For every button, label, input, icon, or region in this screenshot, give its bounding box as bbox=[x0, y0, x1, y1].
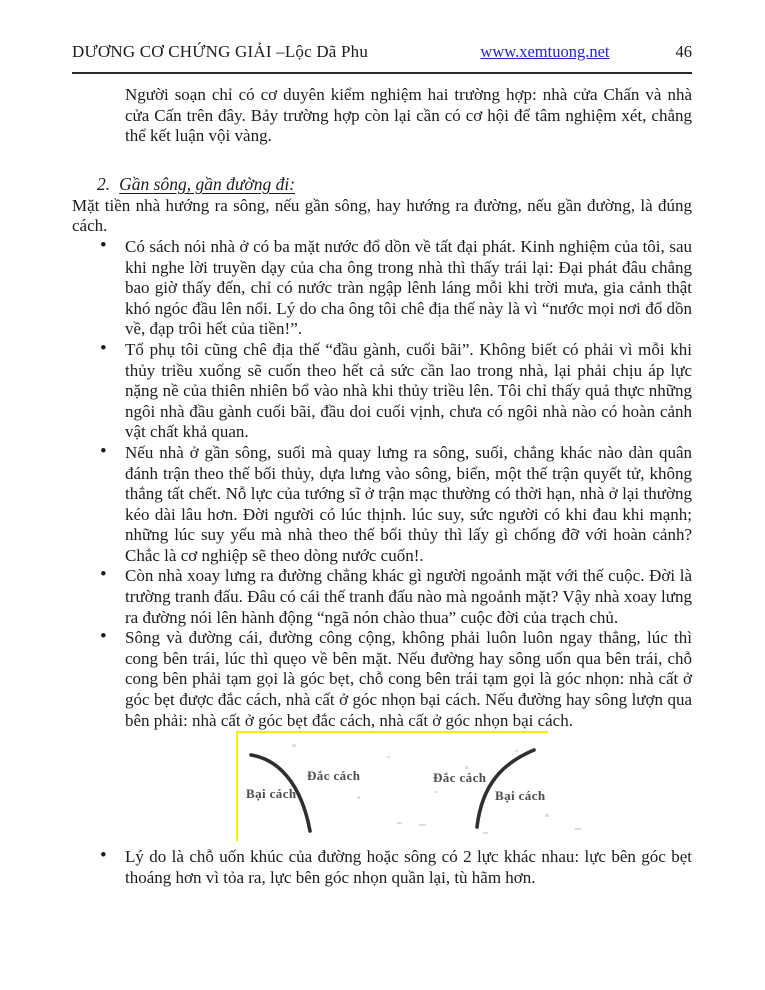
intro-paragraph: Người soạn chỉ có cơ duyên kiểm nghiệm hai trường hợp: nhà cửa Chấn và nhà cửa Cấn trên đây. Bảy trường hợp còn lại cần có cơ hội để tâm nghiệm xét, chẳng thể kết luận vội vàng. bbox=[125, 85, 692, 146]
page-number: 46 bbox=[675, 42, 692, 61]
bullet-item bbox=[72, 566, 692, 628]
label-bai-cach-left: Bại cách bbox=[246, 786, 297, 802]
page-header bbox=[72, 0, 692, 62]
bullet-text: Còn nhà xoay lưng ra đường chẳng khác gì người ngoảnh mặt với thế cuộc. Đời là trường tranh đấu. Đâu có cái thế tranh đấu nào mà ngoảnh mặt? Vậy nhà xoay lưng ra đường nói lên hành động “ngã nón chào thua” cuộc đời của trạch chủ. bbox=[125, 566, 692, 627]
figure-canvas bbox=[237, 736, 593, 840]
highlight-vertical-line bbox=[236, 731, 238, 841]
section-heading bbox=[97, 174, 692, 195]
website-link[interactable]: www.xemtuong.net bbox=[480, 42, 610, 61]
bullet-text: Có sách nói nhà ở có ba mặt nước đổ dồn về tất đại phát. Kinh nghiệm của tôi, sau khi nghe lời truyền dạy của cha ông trong nhà thì thấy trái lại: Đại phát đâu chẳng bao giờ thấy đến, chỉ có nước tràn ngập lênh láng mỗi khi trời mưa, gia cảnh thật khó ngóc đầu lên nổi. Lý do cha ông tôi chê địa thế này là vì “nước mọi nơi đổ dồn về, đạp trôi hết của tiền!”. bbox=[125, 236, 692, 339]
road-bend-figure bbox=[237, 736, 593, 840]
label-dac-cach-right: Đắc cách bbox=[433, 770, 487, 786]
bullet-text: Sông và đường cái, đường công cộng, không phải luôn luôn ngay thẳng, lúc thì cong bên trái, lúc thì quẹo về bên mặt. Nếu đường hay sông uốn qua bên trái, chỗ cong bên phải tạm gọi là góc bẹt, chỗ cong bên trái tạm gọi là góc nhọn: nhà cất ở góc bẹt được đắc cách, nhà cất ở góc nhọn bại cách. Nếu đường hay sông lượn qua bên phải: nhà cất ở góc bẹt đắc cách, nhà cất ở góc nhọn bại cách. bbox=[125, 628, 692, 730]
book-title: DƯƠNG CƠ CHỨNG GIẢI –Lộc Dã Phu bbox=[72, 42, 369, 61]
bullet-item bbox=[72, 847, 692, 888]
bullet-text: Lý do là chỗ uốn khúc của đường hoặc sông có 2 lực khác nhau: lực bên góc bẹt thoáng hơn vì tỏa ra, lực bên góc nhọn quần lại, tù hãm hơn. bbox=[125, 847, 692, 887]
bullet-item bbox=[72, 340, 692, 443]
section-number: 2. bbox=[97, 173, 111, 194]
bullet-item bbox=[72, 443, 692, 567]
lead-paragraph: Mặt tiền nhà hướng ra sông, nếu gần sông, hay hướng ra đường, nếu gần đường, là đúng cách. bbox=[72, 195, 692, 236]
label-dac-cach-left: Đắc cách bbox=[307, 768, 361, 784]
bullet-text: Nếu nhà ở gần sông, suối mà quay lưng ra sông, suối, chẳng khác nào dàn quân đánh trận theo thế bối thủy, dựa lưng vào sông, biển, một thế trận quyết tử, không thắng tất chết. Nỗ lực của tướng sĩ ở trận mạc thường có thời hạn, nhà ở lại thường kéo dài lâu hơn. Đời người có lúc thịnh. lúc suy, sức người có khi đau khi mạnh; những lúc suy yếu mà nhà theo thế bối thủy thì lấy gì chống đỡ với hoàn cảnh? Chắc là cơ nghiệp sẽ theo dòng nước cuốn!. bbox=[125, 442, 692, 565]
bullet-list bbox=[72, 237, 692, 731]
bullet-list-after-figure bbox=[72, 847, 692, 888]
section-title: Gần sông, gần đường đi: bbox=[119, 173, 296, 194]
bullet-item bbox=[72, 237, 692, 340]
label-bai-cach-right: Bại cách bbox=[495, 788, 546, 804]
highlight-underline bbox=[236, 731, 548, 733]
bullet-item bbox=[72, 628, 692, 731]
bullet-text: Tổ phụ tôi cũng chê địa thế “đầu gành, cuối bãi”. Không biết có phải vì mỗi khi thủy triều xuống sẽ cuốn theo hết cả sức cần lao trong nhà, lại phải chịu áp lực nặng nề của thiên nhiên bổ vào nhà khi thủy triều lên. Tôi chỉ thấy quả thực những ngôi nhà đầu gành cuối bãi, đầu doi cuối vịnh, chưa có ngôi nhà nào có hoàn cảnh vật chất khả quan. bbox=[125, 339, 692, 442]
header-divider bbox=[72, 72, 692, 74]
